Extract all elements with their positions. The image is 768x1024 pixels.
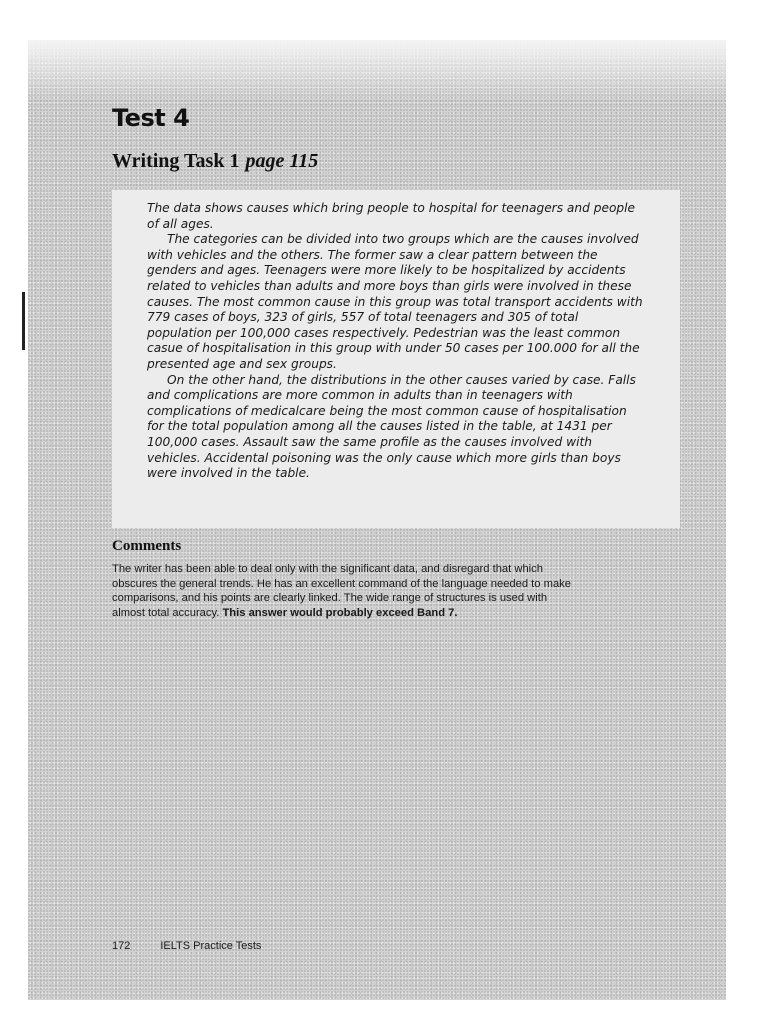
page-footer xyxy=(112,940,261,952)
sample-answer-text xyxy=(147,201,643,482)
answer-paragraph-3: On the other hand, the distributions in the other causes varied by case. Falls and complications are more common in adults than in teenagers with complications of medicalcare being the most common cause of hospitalisation for the total population among all the causes listed in the table, at 1431 per 100,000 cases. Assault saw the same profile as the causes involved with vehicles. Accidental poisoning was the only cause which more girls than boys were involved in the table. xyxy=(147,372,636,481)
binding-edge-mark xyxy=(22,292,25,350)
comments-text: The writer has been able to deal only with the significant data, and disregard that which obscures the general trends. He has an excellent command of the language needed to make comparisons, and his points are clearly linked. The wide range of structures is used with almost total accuracy. xyxy=(112,563,571,619)
task-heading xyxy=(112,150,318,173)
comments-heading: Comments xyxy=(112,538,182,554)
task-label: Writing Task 1 xyxy=(112,150,240,172)
band-verdict: This answer would probably exceed Band 7. xyxy=(222,606,458,619)
page-title: Test 4 xyxy=(112,104,190,132)
page-top-fade xyxy=(28,40,726,100)
answer-paragraph-1: The data shows causes which bring people to hospital for teenagers and people of all ages. xyxy=(147,201,636,231)
comments-body xyxy=(112,562,582,620)
book-title: IELTS Practice Tests xyxy=(160,940,262,952)
page-reference: page 115 xyxy=(245,150,319,172)
answer-paragraph-2: The categories can be divided into two groups which are the causes involved with vehicles and the others. The former saw a clear pattern between the genders and ages. Teenagers were more likely to be hospitalized by accidents related to vehicles than adults and more boys than girls were involved in these causes. The most common cause in this group was total transport accidents with 779 cases of boys, 323 of girls, 557 of total teenagers and 305 of total population per 100,000 cases respectively. Pedestrian was the least common casue of hospitalisation in this group with under 50 cases per 100.000 for all the presented age and sex groups. xyxy=(147,232,643,371)
page-number: 172 xyxy=(112,940,131,952)
